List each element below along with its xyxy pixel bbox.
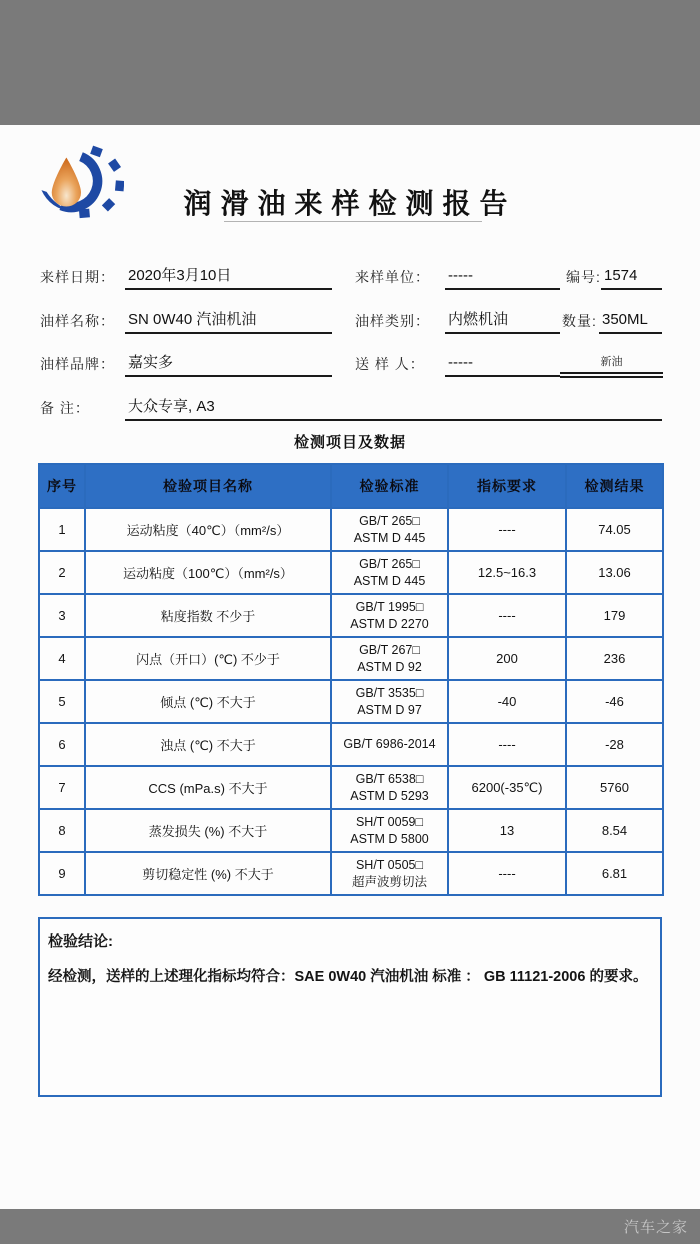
cell-requirement: -40 [448,680,566,723]
oil-name-label: 油样名称： [40,313,115,329]
cell-requirement: 200 [448,637,566,680]
sender-value: ----- [445,353,560,377]
quantity-value: 350ML [599,310,662,334]
table-row [39,766,663,809]
conclusion-box [38,917,662,1097]
cell-item-name: 粘度指数 不少于 [85,594,331,637]
cell-item-name: 运动粘度（40℃）（mm²/s） [85,508,331,551]
cell-result: 236 [566,637,663,680]
sample-date-value: 2020年3月10日 [125,266,332,290]
cell-standard: GB/T 265□ ASTM D 445 [331,551,448,594]
cell-standard: GB/T 3535□ ASTM D 97 [331,680,448,723]
report-title: 润滑油来样检测报告 [183,187,517,220]
cell-result: -28 [566,723,663,766]
title-underline [224,221,482,222]
cell-item-name: 浊点 (℃) 不大于 [85,723,331,766]
table-row [39,723,663,766]
cell-standard: GB/T 6538□ ASTM D 5293 [331,766,448,809]
sample-unit-value: ----- [445,266,560,290]
cell-no: 1 [39,508,85,551]
table-header-row [39,464,663,508]
cell-no: 9 [39,852,85,895]
header-result: 检测结果 [566,464,663,508]
cell-standard: SH/T 0505□ 超声波剪切法 [331,852,448,895]
cell-standard: GB/T 267□ ASTM D 92 [331,637,448,680]
cell-item-name: 蒸发损失 (%) 不大于 [85,809,331,852]
table-row [39,551,663,594]
conclusion-text: 经检测，送样的上述理化指标均符合：SAE 0W40 汽油机油 标准 ： GB 11121-2006 的要求。 [48,969,648,985]
table-row [39,852,663,895]
top-gray-band [0,0,700,125]
table-row [39,809,663,852]
cell-no: 4 [39,637,85,680]
cell-no: 8 [39,809,85,852]
cell-requirement: ---- [448,723,566,766]
table-row [39,594,663,637]
watermark-text: 汽车之家 [623,1219,688,1236]
oil-state-double-underline [560,372,663,378]
cell-standard: GB/T 1995□ ASTM D 2270 [331,594,448,637]
table-row [39,637,663,680]
header-item-name: 检验项目名称 [85,464,331,508]
cell-standard: GB/T 265□ ASTM D 445 [331,508,448,551]
cell-result: 179 [566,594,663,637]
cell-item-name: 运动粘度（100℃）（mm²/s） [85,551,331,594]
cell-standard: GB/T 6986-2014 [331,723,448,766]
oil-type-label: 油样类别： [355,313,430,329]
test-data-table [38,463,664,896]
cell-requirement: 12.5~16.3 [448,551,566,594]
table-row [39,680,663,723]
oil-type-value: 内燃机油 [445,310,560,334]
cell-requirement: ---- [448,852,566,895]
quantity-label: 数量: [562,313,597,329]
serial-label: 编号: [566,269,601,285]
sender-label: 送 样 人： [355,356,425,372]
cell-result: 8.54 [566,809,663,852]
cell-requirement: 6200(-35℃) [448,766,566,809]
cell-result: 5760 [566,766,663,809]
bottom-gray-band [0,1209,700,1244]
header-standard: 检验标准 [331,464,448,508]
cell-standard: SH/T 0059□ ASTM D 5800 [331,809,448,852]
oil-brand-label: 油样品牌： [40,356,115,372]
cell-no: 7 [39,766,85,809]
cell-no: 3 [39,594,85,637]
conclusion-title: 检验结论: [48,933,113,950]
cell-item-name: CCS (mPa.s) 不大于 [85,766,331,809]
cell-no: 6 [39,723,85,766]
cell-requirement: 13 [448,809,566,852]
cell-result: 74.05 [566,508,663,551]
cell-requirement: ---- [448,508,566,551]
section-heading: 检测项目及数据 [293,434,406,451]
cell-item-name: 闪点（开口）(℃) 不少于 [85,637,331,680]
oil-name-value: SN 0W40 汽油机油 [125,310,332,334]
cell-item-name: 剪切稳定性 (%) 不大于 [85,852,331,895]
oil-brand-value: 嘉实多 [125,353,332,377]
cell-no: 2 [39,551,85,594]
header-no: 序号 [39,464,85,508]
cell-no: 5 [39,680,85,723]
table-row [39,508,663,551]
sample-date-label: 来样日期： [40,269,115,285]
cell-result: -46 [566,680,663,723]
oil-state-label: 新油 [600,356,623,368]
cell-result: 13.06 [566,551,663,594]
cell-requirement: ---- [448,594,566,637]
sample-unit-label: 来样单位： [355,269,430,285]
remark-value: 大众专享, A3 [125,397,662,421]
remark-label: 备 注： [40,400,90,416]
cell-item-name: 倾点 (℃) 不大于 [85,680,331,723]
header-requirement: 指标要求 [448,464,566,508]
cell-result: 6.81 [566,852,663,895]
serial-value: 1574 [601,266,662,290]
